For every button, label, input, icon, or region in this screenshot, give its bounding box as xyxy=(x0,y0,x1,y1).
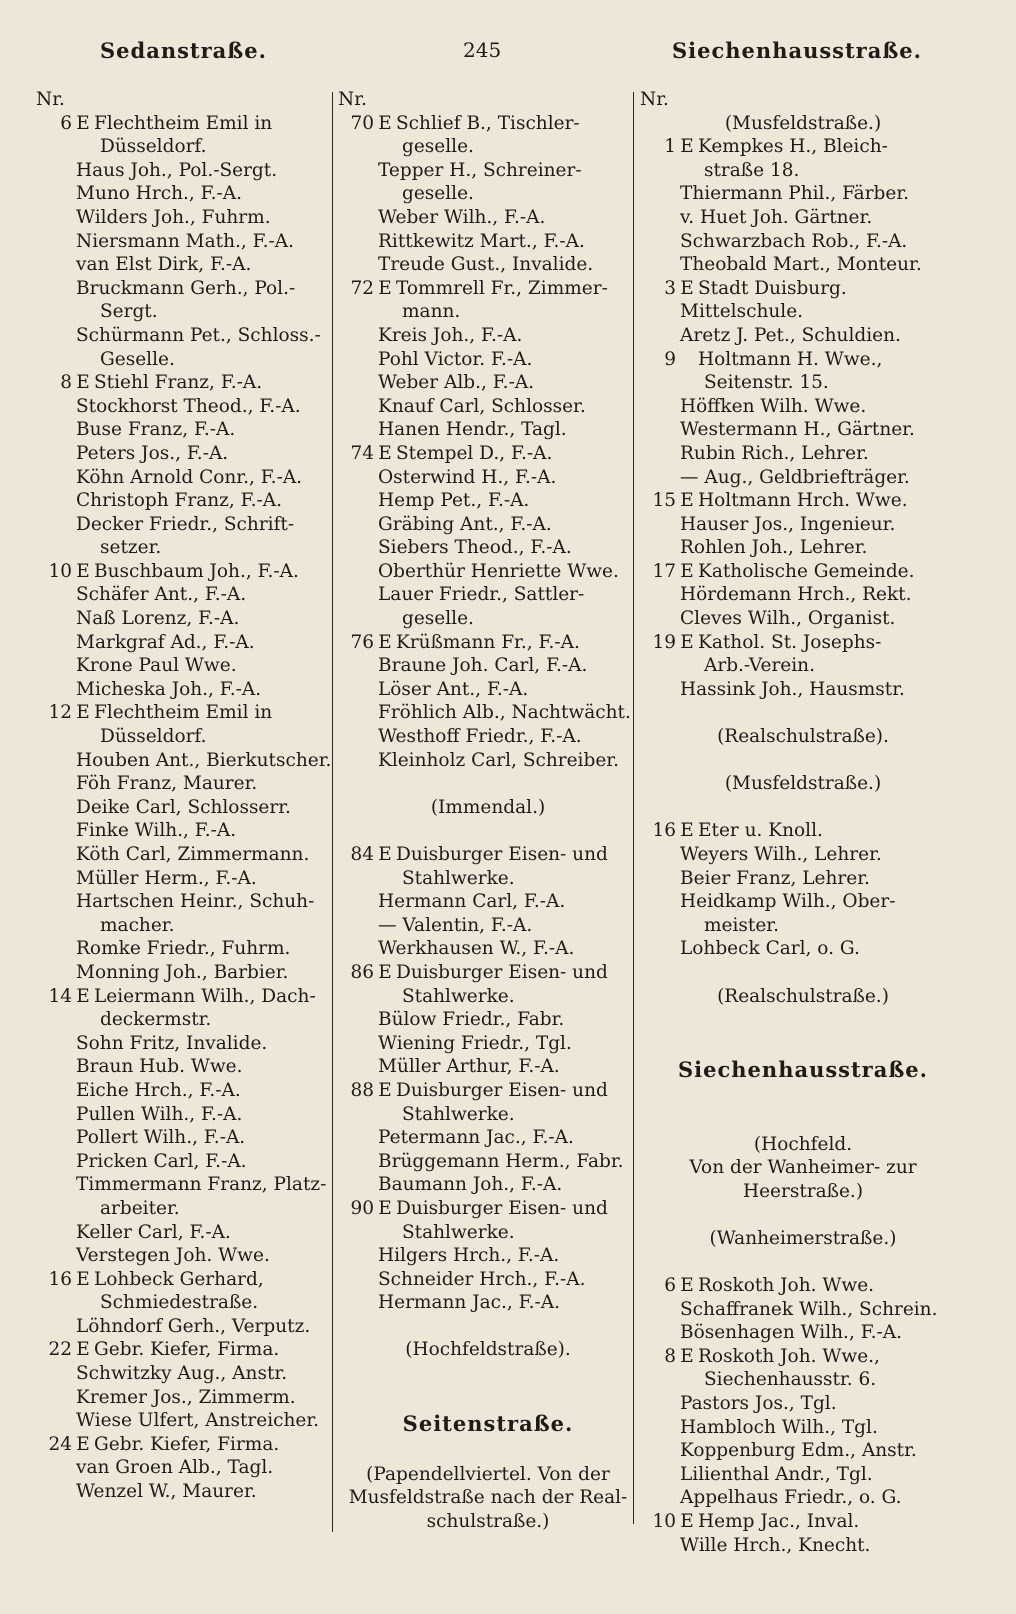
continuation-line: macher. xyxy=(100,914,175,936)
continuation-line: Stahlwerke. xyxy=(402,985,515,1007)
continuation-line: Sergt. xyxy=(100,301,158,323)
continuation-line: geselle. xyxy=(402,183,474,205)
resident-line: Weyers Wilh., Lehrer. xyxy=(680,844,882,865)
resident-line: Sohn Fritz, Invalide. xyxy=(76,1032,268,1054)
continuation-line: geselle. xyxy=(402,136,474,158)
resident-text: Gebr. Kiefer, Firma. xyxy=(94,1433,280,1455)
resident-line: Oberthür Henriette Wwe. xyxy=(378,560,619,582)
resident-line: v. Huet Joh. Gärtner. xyxy=(680,206,873,228)
house-entry xyxy=(338,112,638,136)
resident-line: Müller Herm., F.-A. xyxy=(76,867,257,889)
resident-line: Rubin Rich., Lehrer. xyxy=(680,442,869,464)
resident-line: Finke Wilh., F.-A. xyxy=(76,820,237,842)
continuation-line: Seitenstr. 15. xyxy=(704,372,829,394)
owner-marker: E xyxy=(378,1197,392,1219)
spacer xyxy=(640,1032,966,1056)
owner-marker: E xyxy=(378,112,392,134)
resident-line: Köhn Arnold Conr., F.-A. xyxy=(76,466,303,488)
section-note: (Realschulstraße.) xyxy=(717,985,889,1007)
house-entry xyxy=(640,1345,966,1369)
house-entry xyxy=(640,135,966,159)
column-2 xyxy=(338,88,638,1534)
section-note: (Hochfeldstraße). xyxy=(405,1339,571,1361)
resident-line: Schäfer Ant., F.-A. xyxy=(76,584,247,606)
resident-line: Müller Arthur, F.-A. xyxy=(378,1056,560,1078)
resident-line: Baumann Joh., F.-A. xyxy=(378,1174,563,1196)
running-head-left: Sedanstraße. xyxy=(100,38,267,63)
resident-line: Fröhlich Alb., Nachtwächt. xyxy=(378,702,631,724)
resident-line: Thiermann Phil., Färber. xyxy=(680,183,910,205)
resident-text: Leiermann Wilh., Dach- xyxy=(94,985,316,1007)
resident-line: Hanen Hendr., Tagl. xyxy=(378,419,567,441)
nr-label: Nr. xyxy=(338,89,367,110)
continuation-line: Siechenhausstr. 6. xyxy=(704,1369,877,1391)
continuation-line: Stahlwerke. xyxy=(402,1103,515,1125)
resident-line: Buse Franz, F.-A. xyxy=(76,419,236,441)
owner-marker: E xyxy=(680,490,694,512)
spacer xyxy=(640,961,966,985)
house-entry xyxy=(640,277,966,301)
resident-line: Houben Ant., Bierkutscher. xyxy=(76,749,332,771)
owner-marker: E xyxy=(378,442,392,464)
resident-line: Koppenburg Edm., Anstr. xyxy=(680,1440,917,1462)
spacer xyxy=(338,1315,638,1339)
house-entry xyxy=(36,1338,336,1362)
resident-line: — Valentin, F.-A. xyxy=(378,914,533,936)
resident-line: Mittelschule. xyxy=(680,301,804,323)
resident-line: Naß Lorenz, F.-A. xyxy=(76,608,240,630)
section-note: Heerstraße.) xyxy=(742,1180,864,1202)
section-note: (Musfeldstraße.) xyxy=(724,112,882,134)
house-entry xyxy=(36,701,336,725)
owner-marker: E xyxy=(680,1345,694,1367)
continuation-line: Stahlwerke. xyxy=(402,867,515,889)
resident-line: Gräbing Ant., F.-A. xyxy=(378,513,552,535)
owner-marker: E xyxy=(378,277,392,299)
continuation-line: straße 18. xyxy=(704,159,800,181)
nr-label: Nr. xyxy=(36,89,65,110)
house-number: 90 xyxy=(350,1197,374,1219)
house-entry xyxy=(338,277,638,301)
house-entry xyxy=(36,1433,336,1457)
owner-marker: E xyxy=(680,560,694,582)
resident-text: Holtmann H. Wwe., xyxy=(698,348,883,370)
house-entry xyxy=(36,985,336,1009)
house-number: 19 xyxy=(652,631,676,653)
owner-marker: E xyxy=(76,372,90,394)
spacer xyxy=(338,1386,638,1410)
owner-marker: E xyxy=(680,136,694,158)
resident-line: Markgraf Ad., F.-A. xyxy=(76,631,255,653)
resident-line: Hemp Pet., F.-A. xyxy=(378,490,530,512)
house-number: 3 xyxy=(664,277,676,299)
section-note: (Hochfeld. xyxy=(753,1133,853,1155)
house-entry xyxy=(338,442,638,466)
resident-line: Hauser Jos., Ingenieur. xyxy=(680,513,896,535)
resident-line: Keller Carl, F.-A. xyxy=(76,1221,231,1243)
house-number: 88 xyxy=(350,1079,374,1101)
owner-marker: E xyxy=(76,1339,90,1361)
spacer xyxy=(640,1203,966,1227)
house-number: 84 xyxy=(350,844,374,865)
house-number: 8 xyxy=(60,372,72,394)
house-number: 6 xyxy=(664,1275,676,1297)
resident-line: Hilgers Hrch., F.-A. xyxy=(378,1245,560,1267)
resident-line: Petermann Jac., F.-A. xyxy=(378,1127,574,1149)
spacer xyxy=(640,1085,966,1109)
resident-line: Rohlen Joh., Lehrer. xyxy=(680,537,868,559)
resident-line: Köth Carl, Zimmermann. xyxy=(76,844,310,865)
house-entry xyxy=(640,1274,966,1298)
resident-line: Wille Hrch., Knecht. xyxy=(680,1534,871,1556)
street-heading: Siechenhausstraße. xyxy=(678,1057,928,1083)
section-note: schulstraße.) xyxy=(426,1511,550,1533)
resident-line: Bösenhagen Wilh., F.-A. xyxy=(680,1322,903,1344)
resident-line: Kleinholz Carl, Schreiber. xyxy=(378,749,619,771)
resident-line: Wiening Friedr., Tgl. xyxy=(378,1032,572,1054)
spacer xyxy=(640,796,966,820)
column-divider xyxy=(633,92,634,1524)
owner-marker: E xyxy=(76,1433,90,1455)
resident-line: Osterwind H., F.-A. xyxy=(378,466,557,488)
resident-line: Tepper H., Schreiner- xyxy=(378,159,582,181)
section-note: Von der Wanheimer- zur xyxy=(689,1157,917,1179)
resident-line: Lohbeck Carl, o. G. xyxy=(680,938,860,960)
page-header xyxy=(0,38,1016,72)
spacer xyxy=(640,1109,966,1133)
resident-text: Flechtheim Emil in xyxy=(94,702,273,724)
resident-text: Tommrell Fr., Zimmer- xyxy=(396,277,608,299)
resident-line: Pohl Victor. F.-A. xyxy=(378,348,533,370)
resident-line: Hermann Jac., F.-A. xyxy=(378,1292,560,1314)
owner-marker: E xyxy=(76,985,90,1007)
house-entry xyxy=(640,631,966,655)
resident-line: Aretz J. Pet., Schuldien. xyxy=(680,324,901,346)
house-entry xyxy=(640,489,966,513)
continuation-line: setzer. xyxy=(100,537,162,559)
section-note: (Immendal.) xyxy=(430,796,546,818)
resident-line: Haus Joh., Pol.-Sergt. xyxy=(76,159,278,181)
resident-text: Krüßmann Fr., F.-A. xyxy=(396,631,580,653)
resident-line: Hartschen Heinr., Schuh- xyxy=(76,891,315,913)
house-number: 10 xyxy=(48,560,72,582)
resident-line: Muno Hrch., F.-A. xyxy=(76,183,243,205)
resident-line: Heidkamp Wilh., Ober- xyxy=(680,891,896,913)
house-number: 72 xyxy=(350,277,374,299)
section-note: (Musfeldstraße.) xyxy=(724,773,882,795)
house-entry xyxy=(338,631,638,655)
resident-text: Kempkes H., Bleich- xyxy=(698,136,888,158)
continuation-line: Arb.-Verein. xyxy=(704,655,815,677)
continuation-line: mann. xyxy=(402,301,461,323)
house-entry xyxy=(36,560,336,584)
owner-marker: E xyxy=(680,1275,694,1297)
resident-line: Lilienthal Andr., Tgl. xyxy=(680,1463,873,1485)
owner-marker: E xyxy=(680,631,694,653)
spacer xyxy=(338,1362,638,1386)
resident-line: Knauf Carl, Schlosser. xyxy=(378,395,586,417)
resident-line: Pollert Wilh., F.-A. xyxy=(76,1127,246,1149)
house-number: 22 xyxy=(48,1339,72,1361)
column-divider xyxy=(332,92,333,1532)
owner-marker: E xyxy=(680,820,694,842)
nr-label: Nr. xyxy=(640,89,669,110)
resident-text: Eter u. Knoll. xyxy=(698,820,823,842)
resident-line: Monning Joh., Barbier. xyxy=(76,961,289,983)
resident-line: Hambloch Wilh., Tgl. xyxy=(680,1416,878,1438)
resident-line: Westhoff Friedr., F.-A. xyxy=(378,726,582,748)
resident-line: Brüggemann Herm., Fabr. xyxy=(378,1150,624,1172)
resident-line: Pastors Jos., Tgl. xyxy=(680,1393,837,1415)
resident-line: Verstegen Joh. Wwe. xyxy=(76,1245,270,1267)
resident-text: Stempel D., F.-A. xyxy=(396,442,553,464)
house-entry xyxy=(640,560,966,584)
house-entry xyxy=(36,371,336,395)
continuation-line: Geselle. xyxy=(100,348,175,370)
resident-text: Duisburger Eisen- und xyxy=(396,1079,608,1101)
resident-line: Micheska Joh., F.-A. xyxy=(76,678,262,700)
column-3 xyxy=(640,88,966,1557)
owner-marker: E xyxy=(378,961,392,983)
house-number: 8 xyxy=(664,1345,676,1367)
resident-line: Krone Paul Wwe. xyxy=(76,655,237,677)
resident-line: — Aug., Geldbriefträger. xyxy=(680,466,910,488)
resident-text: Katholische Gemeinde. xyxy=(698,560,915,582)
resident-line: Höffken Wilh. Wwe. xyxy=(680,395,867,417)
owner-marker: E xyxy=(378,631,392,653)
continuation-line: deckermstr. xyxy=(100,1009,212,1031)
resident-line: Kreis Joh., F.-A. xyxy=(378,324,523,346)
spacer xyxy=(640,701,966,725)
house-number: 86 xyxy=(350,961,374,983)
house-number: 70 xyxy=(350,112,374,134)
house-number: 16 xyxy=(652,820,676,842)
resident-text: Roskoth Joh. Wwe., xyxy=(698,1345,880,1367)
resident-line: Schwitzky Aug., Anstr. xyxy=(76,1363,288,1385)
resident-line: Hermann Carl, F.-A. xyxy=(378,891,566,913)
resident-line: van Groen Alb., Tagl. xyxy=(76,1457,274,1479)
resident-line: Timmermann Franz, Platz- xyxy=(76,1174,327,1196)
page-number: 245 xyxy=(463,38,502,62)
spacer xyxy=(640,1251,966,1275)
house-entry xyxy=(338,843,638,867)
resident-line: Rittkewitz Mart., F.-A. xyxy=(378,230,585,252)
resident-line: Schaffranek Wilh., Schrein. xyxy=(680,1298,938,1320)
resident-line: Löhndorf Gerh., Verputz. xyxy=(76,1315,311,1337)
continuation-line: Düsseldorf. xyxy=(100,726,207,748)
continuation-line: Stahlwerke. xyxy=(402,1221,515,1243)
resident-line: Westermann H., Gärtner. xyxy=(680,419,915,441)
resident-line: Wenzel W., Maurer. xyxy=(76,1481,257,1503)
owner-marker: E xyxy=(378,844,392,865)
resident-line: Stockhorst Theod., F.-A. xyxy=(76,395,301,417)
spacer xyxy=(640,1008,966,1032)
house-number: 76 xyxy=(350,631,374,653)
resident-line: Treude Gust., Invalide. xyxy=(378,254,594,276)
resident-line: Föh Franz, Maurer. xyxy=(76,773,258,795)
resident-text: Hemp Jac., Inval. xyxy=(698,1511,860,1533)
resident-text: Buschbaum Joh., F.-A. xyxy=(94,560,299,582)
resident-line: Decker Friedr., Schrift- xyxy=(76,513,295,535)
owner-marker: E xyxy=(680,1511,694,1533)
resident-line: Cleves Wilh., Organist. xyxy=(680,608,896,630)
resident-line: Pullen Wilh., F.-A. xyxy=(76,1103,243,1125)
house-entry xyxy=(36,112,336,136)
house-entry xyxy=(640,1510,966,1534)
resident-line: Schürmann Pet., Schloss.- xyxy=(76,324,321,346)
resident-text: Duisburger Eisen- und xyxy=(396,1197,608,1219)
spacer xyxy=(338,772,638,796)
section-note: (Papendellviertel. Von der xyxy=(366,1463,610,1485)
house-number: 74 xyxy=(350,442,374,464)
owner-marker: E xyxy=(76,560,90,582)
resident-line: Kremer Jos., Zimmerm. xyxy=(76,1386,296,1408)
running-head-right: Siechenhausstraße. xyxy=(672,38,922,63)
resident-line: van Elst Dirk, F.-A. xyxy=(76,254,252,276)
resident-line: Braune Joh. Carl, F.-A. xyxy=(378,655,588,677)
house-number: 24 xyxy=(48,1433,72,1455)
continuation-line: Schmiedestraße. xyxy=(100,1292,259,1314)
resident-text: Lohbeck Gerhard, xyxy=(94,1268,264,1290)
resident-line: Christoph Franz, F.-A. xyxy=(76,490,282,512)
resident-text: Stiehl Franz, F.-A. xyxy=(94,372,263,394)
house-number: 12 xyxy=(48,702,72,724)
owner-marker: E xyxy=(378,1079,392,1101)
resident-line: Schwarzbach Rob., F.-A. xyxy=(680,230,908,252)
resident-line: Eiche Hrch., F.-A. xyxy=(76,1079,241,1101)
resident-line: Weber Wilh., F.-A. xyxy=(378,206,546,228)
spacer xyxy=(338,819,638,843)
resident-line: Appelhaus Friedr., o. G. xyxy=(680,1487,902,1509)
street-heading: Seitenstraße. xyxy=(402,1411,574,1437)
resident-line: Deike Carl, Schlosserr. xyxy=(76,796,291,818)
resident-line: Weber Alb., F.-A. xyxy=(378,372,535,394)
resident-line: Wiese Ulfert, Anstreicher. xyxy=(76,1410,320,1432)
resident-line: Löser Ant., F.-A. xyxy=(378,678,529,700)
resident-text: Roskoth Joh. Wwe. xyxy=(698,1275,875,1297)
resident-line: Pricken Carl, F.-A. xyxy=(76,1150,247,1172)
house-entry xyxy=(338,1079,638,1103)
resident-text: Duisburger Eisen- und xyxy=(396,961,608,983)
resident-text: Holtmann Hrch. Wwe. xyxy=(698,490,908,512)
section-note: Musfeldstraße nach der Real- xyxy=(348,1487,628,1509)
resident-line: Bülow Friedr., Fabr. xyxy=(378,1009,565,1031)
continuation-line: arbeiter. xyxy=(100,1197,180,1219)
resident-line: Braun Hub. Wwe. xyxy=(76,1056,243,1078)
owner-marker: E xyxy=(76,112,90,134)
resident-line: Hassink Joh., Hausmstr. xyxy=(680,678,905,700)
house-number: 1 xyxy=(664,136,676,158)
resident-line: Niersmann Math., F.-A. xyxy=(76,230,294,252)
resident-line: Romke Friedr., Fuhrm. xyxy=(76,938,291,960)
resident-line: Beier Franz, Lehrer. xyxy=(680,867,870,889)
resident-line: Schneider Hrch., F.-A. xyxy=(378,1268,586,1290)
house-number: 6 xyxy=(60,112,72,134)
resident-text: Gebr. Kiefer, Firma. xyxy=(94,1339,280,1361)
spacer xyxy=(640,749,966,773)
house-entry xyxy=(338,1197,638,1221)
resident-text: Flechtheim Emil in xyxy=(94,112,273,134)
column-1 xyxy=(36,88,336,1504)
owner-marker: E xyxy=(76,1268,90,1290)
resident-line: Lauer Friedr., Sattler- xyxy=(378,584,585,606)
house-entry xyxy=(640,348,966,372)
resident-text: Stadt Duisburg. xyxy=(698,277,847,299)
resident-text: Kathol. St. Josephs- xyxy=(698,631,882,653)
owner-marker: E xyxy=(680,277,694,299)
resident-text: Duisburger Eisen- und xyxy=(396,844,608,865)
house-number: 10 xyxy=(652,1511,676,1533)
resident-line: Wilders Joh., Fuhrm. xyxy=(76,206,271,228)
house-number: 9 xyxy=(664,348,676,370)
resident-line: Werkhausen W., F.-A. xyxy=(378,938,575,960)
house-number: 15 xyxy=(652,490,676,512)
resident-line: Hördemann Hrch., Rekt. xyxy=(680,584,912,606)
house-number: 16 xyxy=(48,1268,72,1290)
owner-marker: E xyxy=(76,702,90,724)
resident-line: Bruckmann Gerh., Pol.- xyxy=(76,277,296,299)
continuation-line: geselle. xyxy=(402,608,474,630)
resident-line: Theobald Mart., Monteur. xyxy=(680,254,922,276)
spacer xyxy=(338,1439,638,1463)
continuation-line: Düsseldorf. xyxy=(100,136,207,158)
resident-text: Schlief B., Tischler- xyxy=(396,112,580,134)
section-note: (Realschulstraße). xyxy=(717,726,889,748)
house-number: 14 xyxy=(48,985,72,1007)
house-entry xyxy=(36,1268,336,1292)
house-entry xyxy=(338,961,638,985)
continuation-line: meister. xyxy=(704,914,779,936)
section-note: (Wanheimerstraße.) xyxy=(709,1227,897,1249)
house-number: 17 xyxy=(652,560,676,582)
house-entry xyxy=(640,819,966,843)
resident-line: Siebers Theod., F.-A. xyxy=(378,537,572,559)
resident-line: Peters Jos., F.-A. xyxy=(76,442,229,464)
